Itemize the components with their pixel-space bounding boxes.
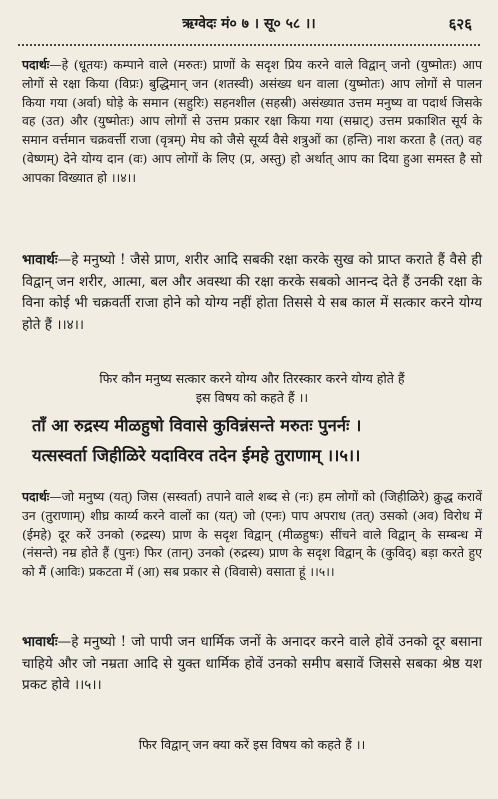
padartha-label: पदार्थः [22, 57, 50, 72]
padartha-paragraph-2 [22, 488, 482, 582]
bhavartha-text: —हे मनुष्यो ! जो पापी जन धार्मिक जनों के अनादर करने वाले होवें उनको दूर बसाना चाहिये और जो नम्रता आदि से युक्त धार्मिक होवें उनको समीप बसावें जिससे सबका श्रेष्ठ यश प्रकट होवे ।।५।। [22, 634, 482, 693]
intro-line-1: फिर कौन मनुष्य सत्कार करने योग्य और तिरस्कार करने योग्य होते हैं [99, 371, 405, 386]
mantra-line-1: ताँ आ रुद्रस्य मीळहुषो विवासे कुविन्नंसन्ते मरुतः पुनर्नः । [32, 416, 362, 435]
mantra-line-2: यत्सस्वर्ता जिहीळिरे यदाविरव तदेन ईमहे तुराणाम् ।।५।। [32, 446, 361, 465]
bhavartha-label: भावार्थः [22, 252, 58, 268]
running-head: ऋग्वेदः मं० ७ । सू० ५८ ।। [182, 16, 316, 32]
bhavartha-text: —हे मनुष्यो ! जैसे प्राण, शरीर आदि सबकी रक्षा करके सुख को प्राप्त कराते हैं वैसे ही विद्वान् जन शरीर, आत्मा, बल और अवस्था की रक्षा करके सबको आनन्द देते हैं उनकी रक्षा के विना कोई भी चक्रवर्ती राजा होने को योग्य नहीं होता तिससे ये सब काल में सत्कार करने योग्य होते हैं ।।४।। [22, 252, 482, 333]
bhavartha-paragraph-1 [22, 250, 482, 336]
intro-line-1: फिर विद्वान् जन क्या करें इस विषय को कहते हैं ।। [138, 737, 366, 752]
bhavartha-label: भावार्थः [22, 634, 58, 650]
padartha-paragraph-1 [22, 56, 482, 188]
intro-line-2: इस विषय को कहते हैं ।। [195, 390, 309, 405]
padartha-text: —जो मनुष्य (यत्) जिस (सस्वर्ता) तपाने वाले शब्द से (नः) हम लोगों को (जिहीळिरे) क्रुद्ध करावें उन (तुराणाम्) शीघ्र कार्य्य करने वालों का (यत्) जो (एनः) पाप अपराध (तत्) उसको (अव) विरोध में (ईमहे) दूर करें उनको (रुद्रस्य) प्राण के सदृश विद्वान् (मीळहुषः) सींचने वाले विद्वान् के सम्बन्ध में (नंसन्ते) नम्र होते हैं (पुनः) फिर (तान्) उनको (रुद्रस्य) प्राण के सदृश विद्वान् के (कुविद्) बड़ा करते हुए को मैं (आविः) प्रकटता में (आ) सब प्रकार से (विवासे) वसाता हूं ।।५।। [22, 489, 482, 580]
page-header [0, 14, 498, 36]
padartha-text: —हे (धूतयः) कम्पाने वाले (मरुतः) प्राणों के सदृश प्रिय करने वाले विद्वान् जनो (युष्मोतः) आप लोगों से रक्षा किया (विप्रः) बुद्धिमान् जन (शतस्वी) असंख्य धन वाला (युष्मोतः) आप लोगों से पालन किया गया (अर्वा) घोड़े के समान (सहुरिः) सहनशील (सहस्री) असंख्यात उत्तम मनुष्य वा पदार्थ जिसके वह (उत) और (युष्मोतः) आप लोगों से उत्तम प्रकार रक्षा किया गया (सम्राट्) उत्तम प्रकाशित सूर्य के समान वर्त्तमान चक्रवर्त्ती राजा (वृत्रम्) मेघ को जैसे सूर्य्य वैसे शत्रुओं का (हन्ति) नाश करता है (तत्) वह (वेष्णम्) देने योग्य दान (वः) आप लोगों के लिए (प्र, अस्तु) हो अर्थात् आप का दिया हुआ समस्त है सो आपका विख्यात हो ।।४।। [22, 57, 482, 185]
bhavartha-paragraph-2 [22, 632, 482, 697]
padartha-label: पदार्थः [22, 489, 50, 504]
page-number: ६२६ [448, 15, 472, 33]
header-rule [18, 44, 480, 46]
